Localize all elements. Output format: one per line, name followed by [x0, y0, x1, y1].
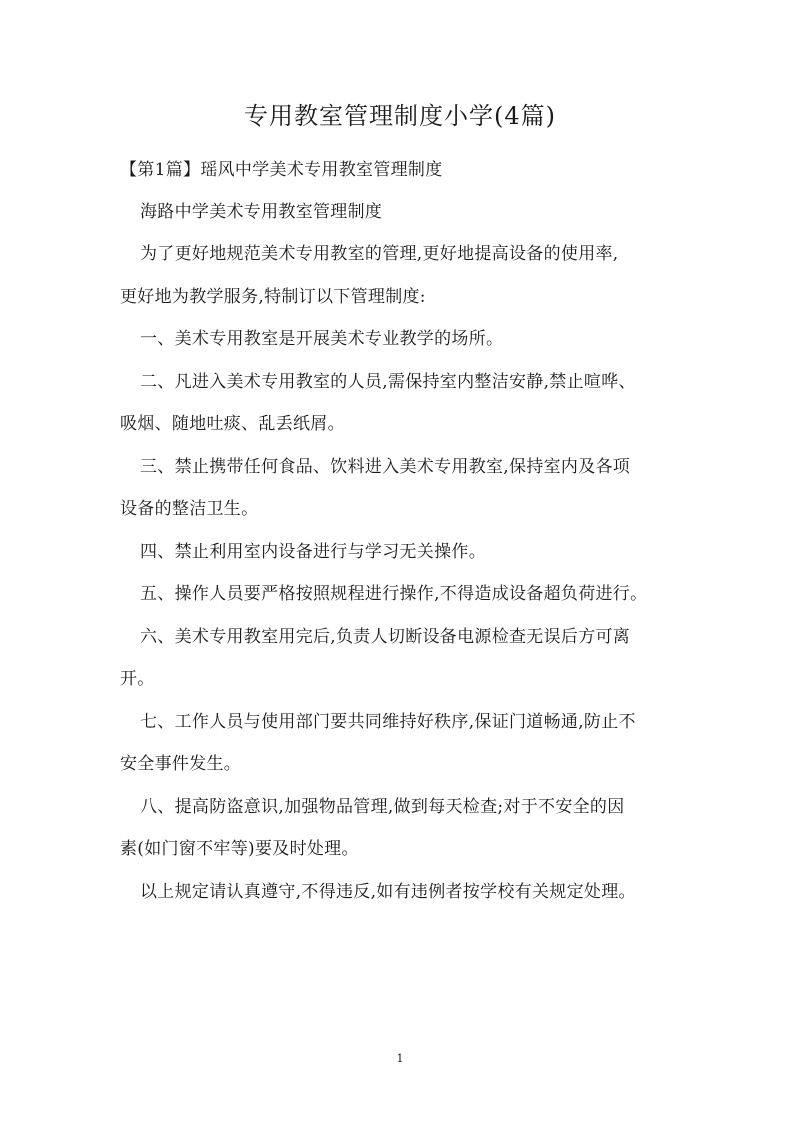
rule-item-continuation: 吸烟、随地吐痰、乱丢纸屑。	[120, 414, 345, 434]
rule-item: 四、禁止利用室内设备进行与学习无关操作。	[140, 542, 486, 562]
rule-item: 七、工作人员与使用部门要共同维持好秩序,保证门道畅通,防止不	[140, 712, 636, 732]
rule-item-continuation: 安全事件发生。	[120, 754, 242, 774]
paragraph-line: 为了更好地规范美术专用教室的管理,更好地提高设备的使用率,	[140, 244, 619, 264]
document-title: 专用教室管理制度小学(4篇)	[244, 102, 556, 130]
rule-item: 二、凡进入美术专用教室的人员,需保持室内整洁安静,禁止喧哗、	[140, 372, 636, 392]
rule-item-continuation: 设备的整洁卫生。	[120, 499, 259, 519]
section-subtitle: 海路中学美术专用教室管理制度	[140, 202, 383, 222]
rule-item-continuation: 素(如门窗不牢等)要及时处理。	[120, 839, 359, 859]
closing-statement: 以上规定请认真遵守,不得违反,如有违例者按学校有关规定处理。	[140, 882, 636, 902]
page-number: 1	[396, 1052, 404, 1065]
rule-item-continuation: 开。	[120, 669, 155, 689]
paragraph-line: 更好地为教学服务,特制订以下管理制度:	[120, 287, 426, 307]
rule-item: 一、美术专用教室是开展美术专业教学的场所。	[140, 329, 504, 349]
rule-item: 六、美术专用教室用完后,负责人切断设备电源检查无误后方可离	[140, 627, 631, 647]
rule-item: 五、操作人员要严格按照规程进行操作,不得造成设备超负荷进行。	[140, 584, 648, 604]
section-heading: 【第1篇】瑶风中学美术专用教室管理制度	[120, 160, 443, 180]
rule-item: 八、提高防盗意识,加强物品管理,做到每天检查;对于不安全的因	[140, 797, 625, 817]
rule-item: 三、禁止携带任何食品、饮料进入美术专用教室,保持室内及各项	[140, 457, 631, 477]
